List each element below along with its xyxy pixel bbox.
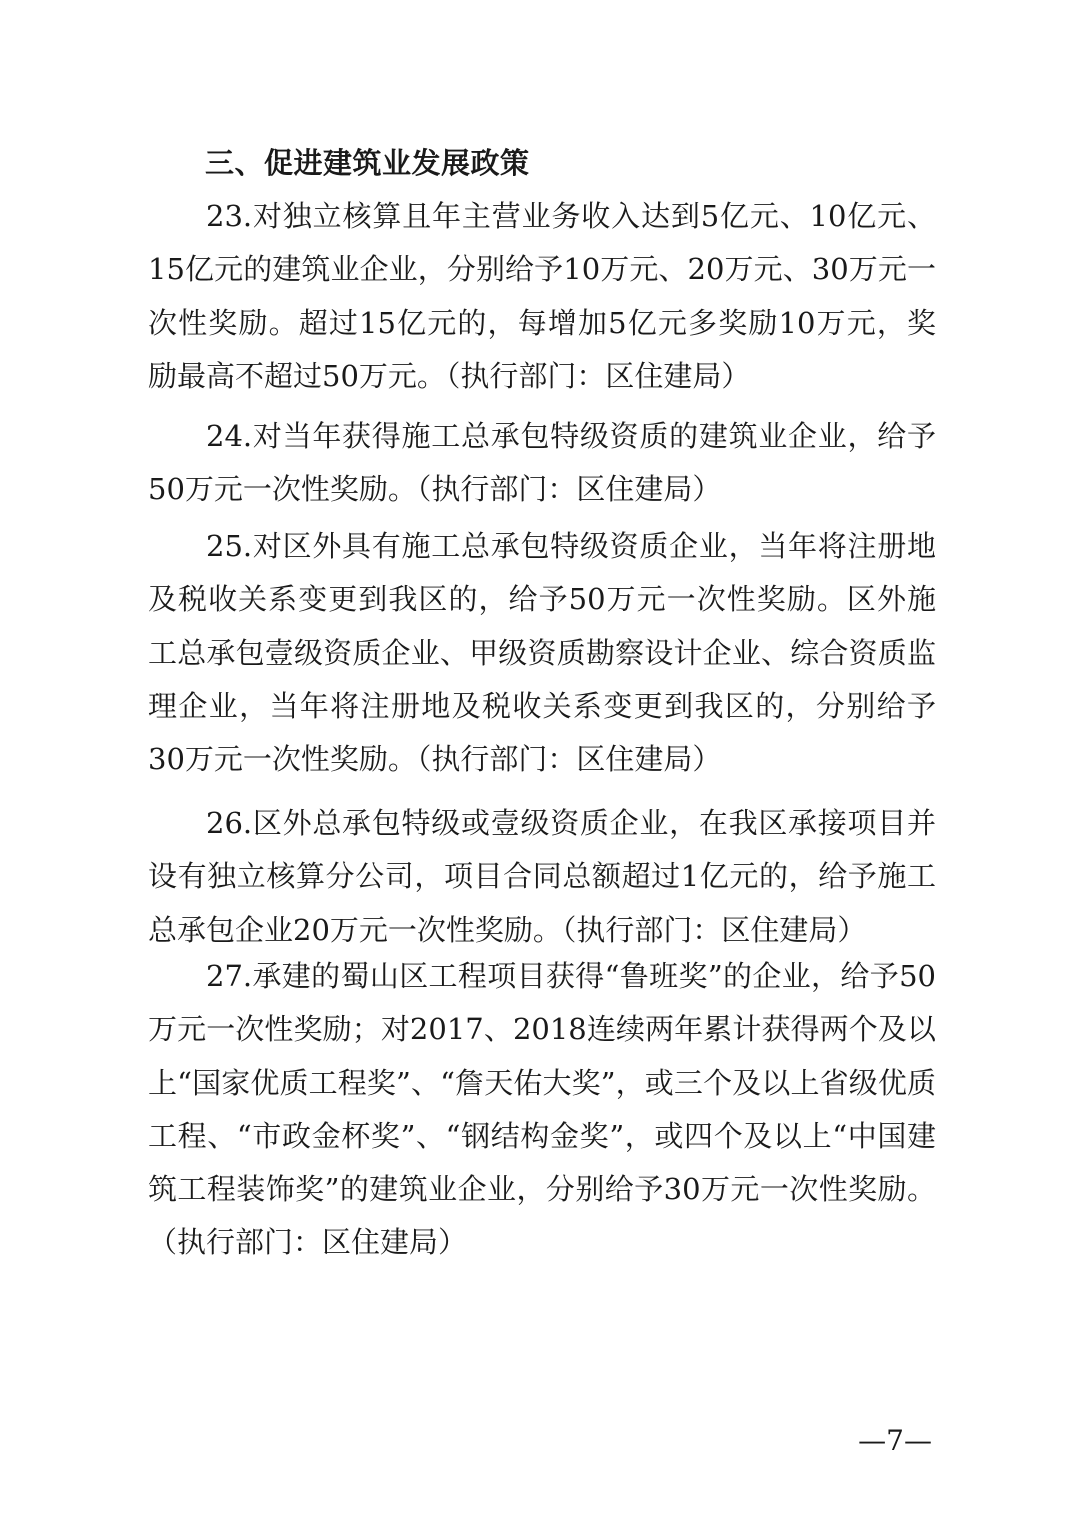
policy-item-23: 23.对独立核算且年主营业务收入达到5亿元、10亿元、15亿元的建筑业企业，分别给予10万元、20万元、30万元一次性奖励。超过15亿元的，每增加5亿元多奖励10万元，奖励最高不超过50万元。（执行部门：区住建局） xyxy=(148,199,936,393)
policy-item-25: 25.对区外具有施工总承包特级资质企业，当年将注册地及税收关系变更到我区的，给予50万元一次性奖励。区外施工总承包壹级资质企业、甲级资质勘察设计企业、综合资质监理企业，当年将注册地及税收关系变更到我区的，分别给予30万元一次性奖励。（执行部门：区住建局） xyxy=(148,529,936,777)
policy-item-24: 24.对当年获得施工总承包特级资质的建筑业企业，给予50万元一次性奖励。（执行部门：区住建局） xyxy=(148,419,936,507)
section-heading: 三、促进建筑业发展政策 xyxy=(205,146,530,180)
policy-item-27: 27.承建的蜀山区工程项目获得“鲁班奖”的企业，给予50万元一次性奖励；对2017、2018连续两年累计获得两个及以上“国家优质工程奖”、“詹天佑大奖”，或三个及以上省级优质工程、“市政金杯奖”、“钢结构金奖”，或四个及以上“中国建筑工程装饰奖”的建筑业企业，分别给予30万元一次性奖励。（执行部门：区住建局） xyxy=(148,959,936,1260)
page-number: —7— xyxy=(858,1424,932,1457)
policy-item-26: 26.区外总承包特级或壹级资质企业，在我区承接项目并设有独立核算分公司，项目合同总额超过1亿元的，给予施工总承包企业20万元一次性奖励。（执行部门：区住建局） xyxy=(148,806,936,947)
